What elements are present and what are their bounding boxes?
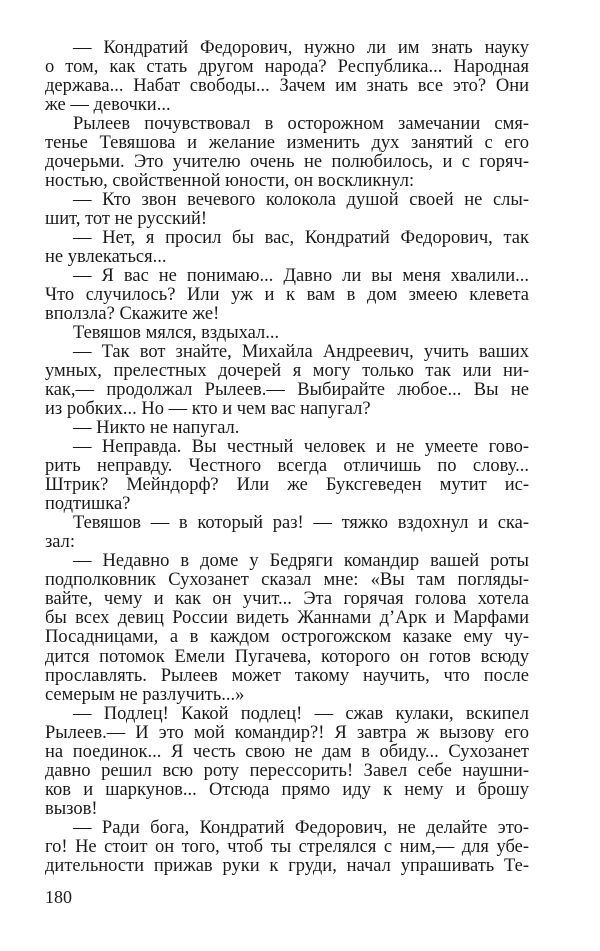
text-line: умных, прелестных дочерей я могу только так или ни-	[45, 361, 529, 382]
text-line: — Ради бога, Кондратий Федорович, не делайте это-	[73, 817, 529, 838]
text-line: прославлять. Рылеев может такому научить, что после	[45, 665, 529, 686]
text-line: рить неправду. Честного всегда отличишь по слову...	[45, 456, 529, 477]
text-line: на поединок... Я честь свою не дам в обиду... Сухозанет	[45, 741, 529, 762]
text-line: дительности прижав руки к груди, начал упрашивать Те-	[45, 855, 529, 876]
text-line: как,— продолжал Рылеев.— Выбирайте любое... Вы не	[45, 380, 529, 401]
text-line: вайте, чему и как он учит... Эта горячая голова хотела	[45, 589, 529, 610]
text-line: шит, тот не русский!	[45, 209, 208, 230]
text-line: держава... Набат свободы... Зачем им знать все это? Они	[45, 76, 529, 97]
text-line: подполковник Сухозанет сказал мне: «Вы там погляды-	[45, 570, 529, 591]
text-line: ков и шаркунов... Отсюда прямо иду к нему и брошу	[45, 779, 529, 800]
text-line: Рылеев.— И это мой командир?! Я завтра ж вызову его	[45, 722, 529, 743]
text-line: же — девочки...	[45, 95, 171, 116]
text-line: Штрик? Мейндорф? Или же Буксгеведен мутит ис-	[45, 475, 529, 496]
text-line: тенье Тевяшова и желание изменить дух занятий с его	[45, 133, 529, 154]
page-body-text	[45, 39, 529, 876]
text-line: семерым не разлучить...»	[45, 684, 245, 705]
text-line: — Так вот знайте, Михайла Андреевич, учить ваших	[73, 342, 529, 363]
text-line: — Кондратий Федорович, нужно ли им знать науку	[73, 38, 529, 58]
text-line: дится потомок Емели Пугачева, которого он готов всюду	[45, 646, 529, 667]
text-line: зал:	[45, 532, 76, 553]
text-line: — Подлец! Какой подлец! — сжав кулаки, вскипел	[73, 703, 529, 724]
page-number: 180	[45, 887, 72, 907]
text-line: — Недавно в доме у Бедряги командир вашей роты	[73, 551, 529, 572]
text-line: — Я вас не понимаю... Давно ли вы меня хвалили...	[73, 266, 529, 287]
text-line: о том, как стать другом народа? Республика... Народная	[45, 57, 529, 78]
text-line: бы всех девиц России видеть Жаннами д’Арк и Марфами	[45, 608, 529, 629]
text-line: Тевяшов — в который раз! — тяжко вздохнул и ска-	[73, 513, 529, 534]
text-line: вызов!	[45, 798, 98, 819]
text-line: вползла? Скажите же!	[45, 304, 220, 325]
text-line: Тевяшов мялся, вздыхал...	[73, 323, 280, 344]
text-line: го! Не стоит он того, чтоб ты стрелялся с ним,— для убе-	[45, 836, 529, 857]
text-line: не увлекаться...	[45, 247, 167, 268]
text-line: подтишка?	[45, 494, 131, 515]
text-line: Рылеев почувствовал в осторожном замечании смя-	[73, 114, 529, 135]
text-line: Посадницами, а в каждом острогожском казаке ему чу-	[45, 627, 529, 648]
text-line: — Никто не напугал.	[73, 418, 240, 439]
text-line: из робких... Но — кто и чем вас напугал?	[45, 399, 371, 420]
text-line: — Неправда. Вы честный человек и не умеете гово-	[73, 437, 529, 458]
text-line: — Кто звон вечевого колокола душой своей не слы-	[73, 190, 529, 211]
text-line: ностью, свойственной юности, он воскликнул:	[45, 171, 415, 192]
text-line: Что случилось? Или уж и к вам в дом змеею клевета	[45, 285, 529, 306]
text-line: — Нет, я просил бы вас, Кондратий Федорович, так	[73, 228, 529, 249]
text-line: давно решил всю роту перессорить! Завел себе наушни-	[45, 760, 529, 781]
text-line: дочерьми. Это учителю очень не полюбилось, и с горяч-	[45, 152, 529, 173]
